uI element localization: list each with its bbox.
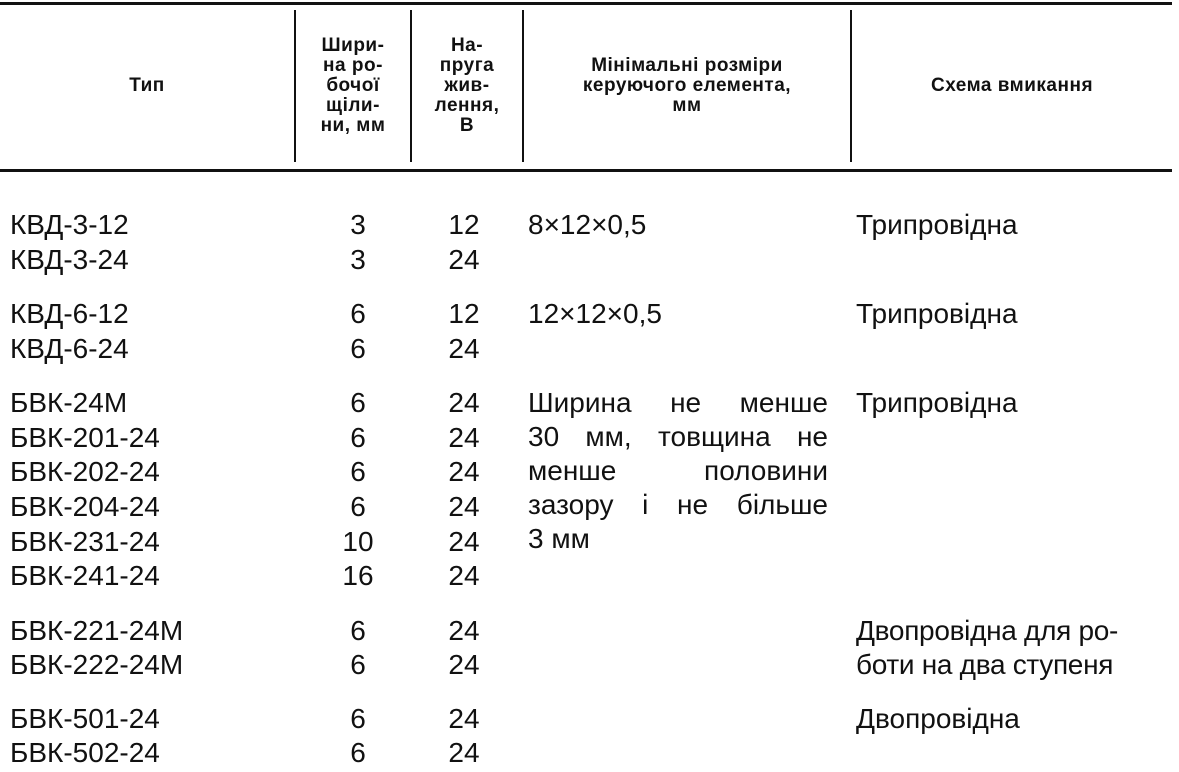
description-line: Ширина не менше bbox=[528, 387, 828, 418]
cell-gap: 6 bbox=[350, 649, 366, 680]
header-voltage-line: В bbox=[459, 115, 475, 136]
cell-scheme: Трипровідна bbox=[856, 209, 1018, 240]
cell-voltage: 24 bbox=[448, 737, 480, 768]
cell-voltage: 24 bbox=[448, 526, 480, 557]
cell-type: БВК-221-24М bbox=[10, 615, 184, 646]
header-gap-line: ни, мм bbox=[320, 115, 386, 136]
cell-gap: 6 bbox=[350, 491, 366, 522]
header-min-size-line: мм bbox=[672, 95, 702, 116]
cell-min-size: 12×12×0,5 bbox=[528, 298, 662, 329]
header-scheme-label: Схема вмикання bbox=[930, 75, 1094, 96]
cell-gap: 6 bbox=[350, 333, 366, 364]
cell-gap: 6 bbox=[350, 298, 366, 329]
header-voltage-line: лення, bbox=[434, 95, 500, 116]
cell-gap: 3 bbox=[350, 244, 366, 275]
cell-type: БВК-204-24 bbox=[10, 491, 160, 522]
cell-type: БВК-24М bbox=[10, 387, 128, 418]
cell-scheme: Трипровідна bbox=[856, 298, 1018, 329]
header-voltage-line: жив- bbox=[444, 75, 490, 96]
cell-type: БВК-501-24 bbox=[10, 703, 160, 734]
cell-type: БВК-202-24 bbox=[10, 456, 160, 487]
header-voltage-line: пруга bbox=[439, 55, 495, 76]
cell-voltage: 24 bbox=[448, 244, 480, 275]
header-gap-line: бочої bbox=[326, 75, 380, 96]
cell-type: КВД-3-24 bbox=[10, 244, 129, 275]
cell-voltage: 12 bbox=[448, 209, 480, 240]
cell-gap: 6 bbox=[350, 737, 366, 768]
cell-gap: 6 bbox=[350, 703, 366, 734]
header-gap-width bbox=[296, 10, 410, 162]
cell-scheme: Двопровідна для ро- bbox=[856, 615, 1119, 646]
description-line: 30 мм, товщина не bbox=[528, 421, 828, 452]
cell-type: БВК-502-24 bbox=[10, 737, 160, 768]
cell-voltage: 24 bbox=[448, 703, 480, 734]
cell-type: КВД-6-24 bbox=[10, 333, 129, 364]
header-voltage bbox=[412, 10, 522, 162]
header-gap-line: на ро- bbox=[323, 55, 383, 76]
cell-min-size-description bbox=[528, 386, 828, 556]
cell-gap: 16 bbox=[342, 560, 374, 591]
cell-gap: 6 bbox=[350, 422, 366, 453]
description-line: 3 мм bbox=[528, 523, 590, 554]
header-min-size-line: керуючого елемента, bbox=[582, 75, 792, 96]
cell-voltage: 24 bbox=[448, 491, 480, 522]
header-min-size bbox=[524, 10, 850, 162]
header-type bbox=[0, 10, 294, 162]
description-line: менше половини bbox=[528, 455, 828, 486]
cell-voltage: 24 bbox=[448, 615, 480, 646]
cell-type: КВД-3-12 bbox=[10, 209, 129, 240]
cell-type: КВД-6-12 bbox=[10, 298, 129, 329]
header-gap-line: щіли- bbox=[326, 95, 380, 116]
cell-voltage: 24 bbox=[448, 649, 480, 680]
cell-min-size: 8×12×0,5 bbox=[528, 209, 647, 240]
header-scheme bbox=[852, 10, 1172, 162]
cell-voltage: 24 bbox=[448, 456, 480, 487]
cell-type: БВК-241-24 bbox=[10, 560, 160, 591]
header-gap-line: Шири- bbox=[321, 35, 385, 56]
cell-voltage: 12 bbox=[448, 298, 480, 329]
cell-voltage: 24 bbox=[448, 387, 480, 418]
header-type-label: Тип bbox=[129, 75, 165, 96]
header-bottom-rule bbox=[0, 169, 1172, 172]
cell-scheme: боти на два ступеня bbox=[856, 649, 1114, 680]
cell-gap: 10 bbox=[342, 526, 374, 557]
cell-voltage: 24 bbox=[448, 333, 480, 364]
cell-voltage: 24 bbox=[448, 422, 480, 453]
cell-gap: 3 bbox=[350, 209, 366, 240]
cell-scheme: Двопровідна bbox=[856, 703, 1020, 734]
cell-gap: 6 bbox=[350, 456, 366, 487]
header-voltage-line: На- bbox=[450, 35, 484, 56]
table-top-rule bbox=[0, 2, 1172, 5]
cell-gap: 6 bbox=[350, 615, 366, 646]
cell-type: БВК-201-24 bbox=[10, 422, 160, 453]
cell-type: БВК-231-24 bbox=[10, 526, 160, 557]
cell-scheme: Трипровідна bbox=[856, 387, 1018, 418]
description-line: зазору і не більше bbox=[528, 489, 828, 520]
cell-gap: 6 bbox=[350, 387, 366, 418]
header-min-size-line: Мінімальні розміри bbox=[591, 55, 783, 76]
cell-voltage: 24 bbox=[448, 560, 480, 591]
cell-type: БВК-222-24М bbox=[10, 649, 184, 680]
